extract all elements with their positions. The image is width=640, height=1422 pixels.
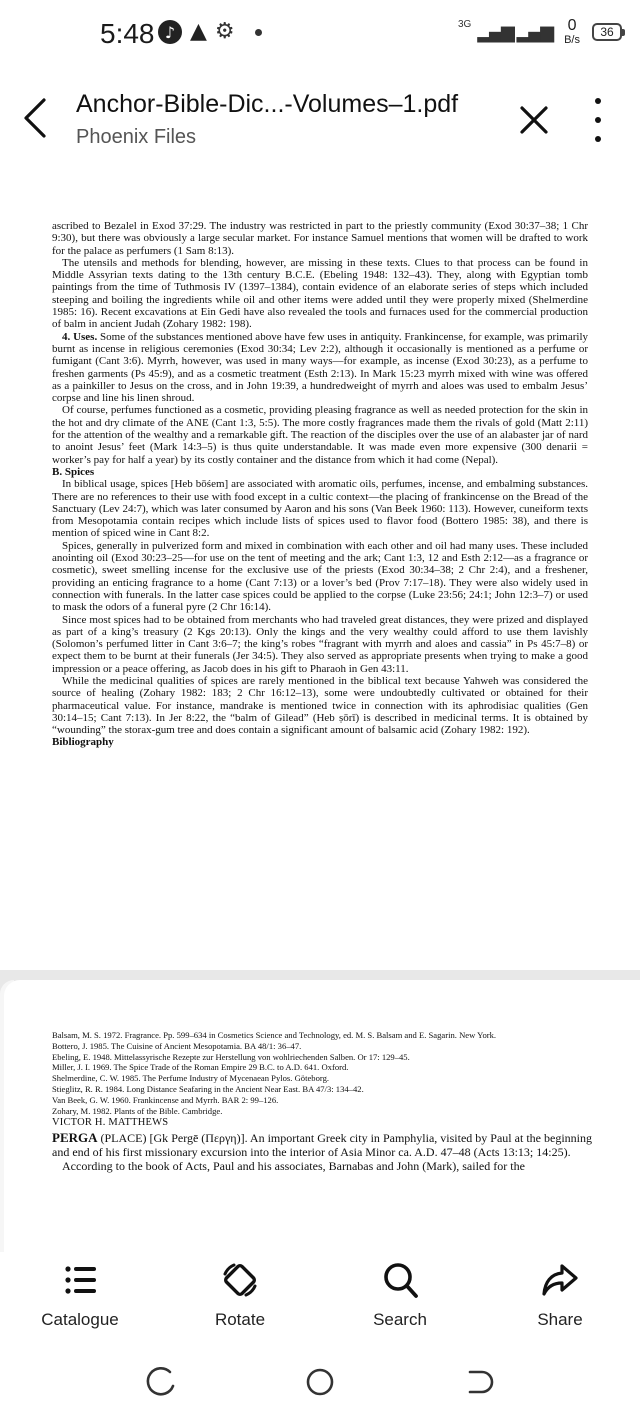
close-icon: [516, 102, 552, 138]
recents-icon: [142, 1364, 182, 1400]
signal-strength-icon: ▂▄▆ ▂▄▆: [477, 21, 553, 43]
status-bar: [0, 0, 640, 70]
bibliography-entry: Stieglitz, R. R. 1984. Long Distance Seafaring in the Ancient Near East. BA 47/3: 134–42.: [52, 1083, 364, 1094]
status-system-icons: [458, 18, 622, 46]
catalogue-button[interactable]: [20, 1260, 140, 1338]
body-paragraph: Of course, perfumes functioned as a cosmetic, providing pleasing fragrance as well as needed protection for the skin in the hot and dry climate of the ANE (Cant 1:3, 5:5). The more costly fragrances made them the rivals of gold (Matt 2:11) for the attention of the wealthy and a remarkable gift. The reaction of the disciples over the use of an alabaster jar of nard to anoint Jesus’ feet (Mark 14:3–5) is thus quite understandable. It was made even more expensive (300 denarii = worker’s pay for half a year) by its costly container and the distance from which it had come (Nepal).: [52, 404, 588, 466]
pdf-page-2: [4, 980, 640, 1252]
body-paragraph: Since most spices had to be obtained from merchants who had traveled great distances, they were prized and displayed as part of a king’s treasury (2 Kgs 20:13). Only the kings and the very wealthy could afford to use them lavishly (Solomon’s perfumed litter in Cant 3:6–7; the king’s robes “fragrant with myrrh and aloes and cassia” in Ps 45:7–8) or expect them to be burnt at their funerals (Jer 34:5). They also served as appropriate presents when trying to make a good impression or a peace offering, as Jacob does in his gift to Pharaoh in Gen 43:11.: [52, 613, 588, 675]
section-heading: B. Spices: [52, 465, 95, 478]
status-notification-icons: [158, 20, 262, 44]
rotate-label: Rotate: [214, 1310, 266, 1329]
share-label: Share: [537, 1310, 583, 1329]
network-speed: 0 B/s: [564, 17, 580, 46]
rotate-icon: [220, 1260, 260, 1300]
more-vertical-icon: [595, 98, 601, 104]
body-paragraph: Spices, generally in pulverized form and mixed in combination with each other and oil had many uses. These included anointing oil (Exod 30:23–25—for use on the tent of meeting and the ark; Cant 1:3, 12 and Esth 2:12—as a fragrance or cosmetic), sweet smelling incense for the exclusive use of the priests (Exod 30:34–38; 2 Chr 2:4), and a freshener, providing an enticing fragrance to a home (Cant 7:13) or a lover’s bed (Prov 7:17–18). They were also widely used in connection with funerals. In the latter case spices could be applied to the corpse (Luke 23:56; 24:1; John 12:3–7) or used to mask the odors of a funeral pyre (2 Chr 16:14).: [52, 539, 588, 614]
viewer-header: [0, 70, 640, 170]
warning-notification-icon: ▲: [190, 19, 207, 44]
article-author: VICTOR H. MATTHEWS: [52, 1117, 169, 1129]
entry-continuation: According to the book of Acts, Paul and his associates, Barnabas and John (Mark), sailed for the: [62, 1159, 525, 1174]
search-icon: [380, 1260, 420, 1300]
entry-text: (PLACE) [Gk Pergē (Περγη)]. An important Greek city in Pamphylia, visited by Paul at the beginning and end of his first missionary excursion into the interior of Asia Minor ca. A.D. 47–48 (Acts 13:13; 14:25).: [52, 1131, 592, 1160]
document-title: Anchor-Bible-Dic...-Volumes–1.pdf: [76, 90, 459, 118]
recent-apps-button[interactable]: [142, 1364, 182, 1400]
network-type: 3G: [457, 18, 472, 30]
search-label: Search: [373, 1310, 427, 1329]
pdf-page-1: [0, 170, 640, 970]
bibliography-entry: Ebeling, E. 1948. Mittelassyrische Rezepte zur Herstellung von wohlriechenden Salben. Or 17: 129–45.: [52, 1051, 410, 1062]
status-time: 5:48: [100, 18, 155, 49]
system-navigation-bar: [0, 1342, 640, 1422]
bibliography-entry: Shelmerdine, C. W. 1985. The Perfume Industry of Mycenaean Pylos. Göteborg.: [52, 1073, 330, 1084]
pdf-viewer[interactable]: [0, 170, 640, 1252]
bibliography-entry: Bottero, J. 1985. The Cuisine of Ancient Mesopotamia. BA 48/1: 36–47.: [52, 1040, 302, 1051]
back-nav-icon: [458, 1364, 498, 1400]
page-1-text: [52, 220, 588, 749]
entry-perga: [52, 1131, 592, 1159]
bibliography-entry: Zohary, M. 1982. Plants of the Bible. Cambridge.: [52, 1105, 223, 1116]
more-options-button[interactable]: [588, 98, 608, 142]
share-button[interactable]: [500, 1260, 620, 1338]
battery-icon: 36: [592, 23, 622, 41]
document-source: Phoenix Files: [76, 126, 197, 148]
bibliography-entry: Miller, J. I. 1969. The Spice Trade of the Roman Empire 29 B.C. to A.D. 641. Oxford.: [52, 1062, 349, 1073]
back-button[interactable]: [18, 94, 54, 142]
section-heading: Bibliography: [52, 736, 114, 749]
body-paragraph: 4. Uses. Some of the substances mentioned above have few uses in antiquity. Frankincense, for example, was primarily burnt as incense in religious ceremonies (Exod 30:34; Lev 2:2), although it occasionally is mentioned as a perfume or fumigant (Cant 3:6). Myrrh, however, was used in many ways—for example, as incense (Exod 30:23), as a perfume to freshen garments (Ps 45:9), and as a cosmetic treatment (Esth 2:13). In Mark 15:23 myrrh mixed with wine was offered as a painkiller to Jesus on the cross, and in John 19:39, a hundredweight of myrrh and aloes was used to embalm Jesus’ corpse and line his linen shroud.: [52, 330, 588, 405]
rotate-button[interactable]: [180, 1260, 300, 1338]
list-icon: [60, 1260, 100, 1300]
more-notifications-dot-icon: [255, 29, 262, 36]
body-paragraph: While the medicinal qualities of spices are rarely mentioned in the biblical text because Yahweh was considered the source of healing (Zohary 1982: 183; 2 Chr 16:12–13), some were undoubtedly cultivated or obtained for their pharmaceutical value. For instance, mandrake is mentioned twice in connection with its aphrodisiac qualities (Gen 30:14–15; Cant 7:13). In Jer 8:22, the “balm of Gilead” (Heb ṣōrī) is described in medicinal terms. It is obtained by “wounding” the storax-gum tree and does contain a significant amount of balsamic acid (Zohary 1982: 192).: [52, 674, 588, 737]
paragraph-lead: 4. Uses.: [62, 330, 98, 343]
catalogue-label: Catalogue: [41, 1310, 119, 1329]
bottom-toolbar: [0, 1252, 640, 1342]
close-button[interactable]: [516, 102, 552, 138]
share-icon: [540, 1260, 580, 1300]
bibliography-entry: Van Beek, G. W. 1960. Frankincense and Myrrh. BAR 2: 99–126.: [52, 1094, 279, 1105]
home-button[interactable]: [300, 1364, 340, 1400]
body-paragraph: In biblical usage, spices [Heb bōśem] are associated with aromatic oils, perfumes, incense, and embalming substances. There are no references to their use with food except in a cultic context—the placing of frankincense on the Bread of the Sanctuary (Lev 24:7), which was later consumed by Aaron and his sons (Van Beek 1960: 113). However, cuneiform texts from Mesopotamia contain recipes which include lists of spices used to flavor food (Bottero 1985: 38), and there is mention of spiced wine in Cant 8:2.: [52, 478, 588, 540]
tiktok-notification-icon: ♪: [158, 20, 182, 44]
chevron-left-icon: [18, 94, 54, 142]
home-icon: [300, 1364, 340, 1400]
body-paragraph: The utensils and methods for blending, however, are missing in these texts. Clues to that process can be found in Middle Assyrian texts dating to the 13th century B.C.E. (Ebeling 1948: 132–43). They, along with Egyptian tomb paintings from the time of Tuthmosis IV (1397–1384), contain evidence of an elaborate series of steps which included steeping and boiling the ingredients while oil and other items were added until they were properly mixed (Shelmerdine 1985: 16). Recent excavations at Ein Gedi have also revealed the tools and furnaces used for the commercial production of balm in ancient Judah (Zohary 1982: 198).: [52, 256, 588, 331]
search-button[interactable]: [340, 1260, 460, 1338]
entry-term: PERGA: [52, 1130, 98, 1146]
bibliography-entry: Balsam, M. S. 1972. Fragrance. Pp. 599–634 in Cosmetics Science and Technology, ed. M. S. Balsam and E. Sagarin. New York.: [52, 1030, 497, 1040]
gear-notification-icon: ⚙: [214, 19, 235, 44]
bibliography-list: [52, 1030, 592, 1116]
body-paragraph: ascribed to Bezalel in Exod 37:29. The industry was restricted in part to the priestly community (Exod 30:37–38; 1 Chr 9:30), but there was obviously a large secular market. For instance Samuel mentions that women will be drafted to work for the palace as perfumers (1 Sam 8:13).: [52, 220, 588, 257]
back-nav-button[interactable]: [458, 1364, 498, 1400]
